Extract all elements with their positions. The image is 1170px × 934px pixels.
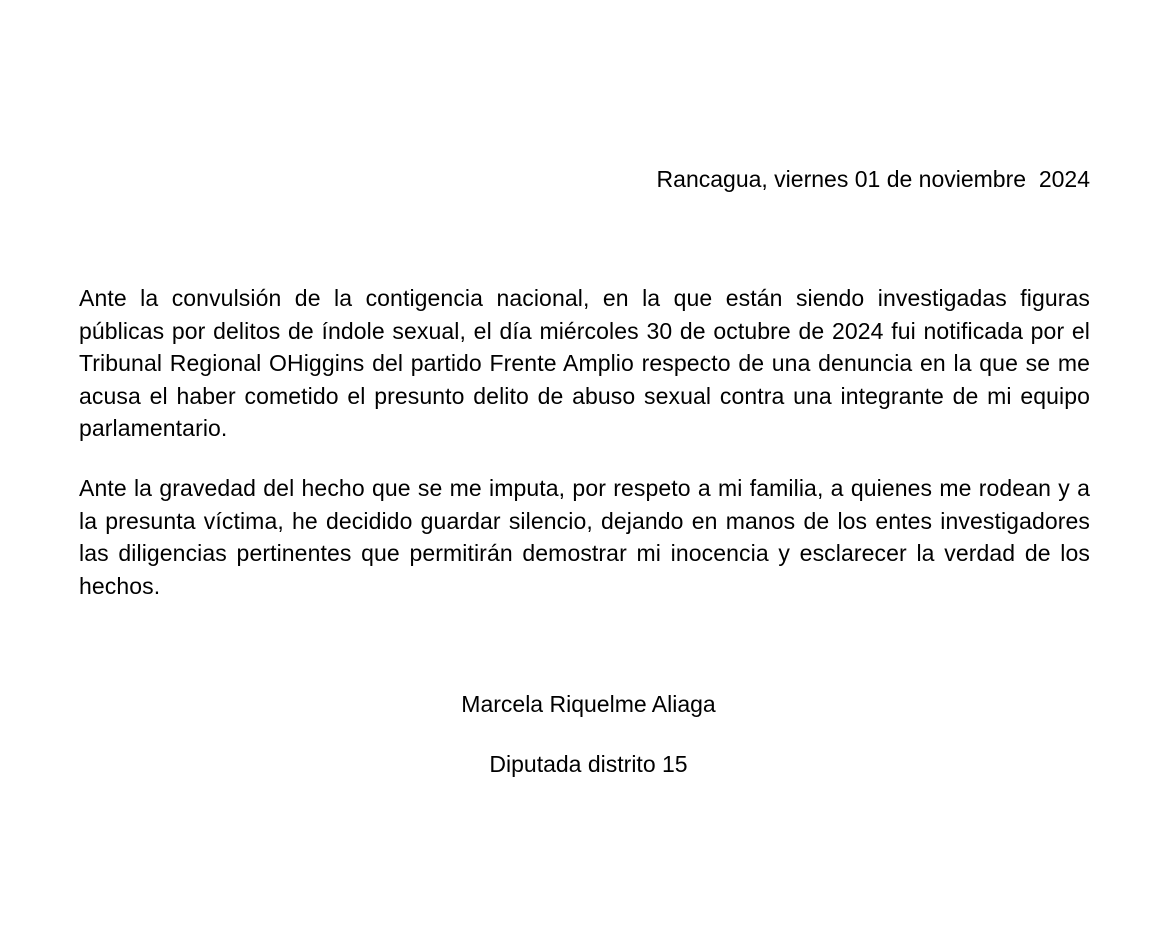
- date-line: Rancagua, viernes 01 de noviembre 2024: [656, 166, 1090, 192]
- paragraph-statement: Ante la gravedad del hecho que se me imputa, por respeto a mi familia, a quienes me rodean y a la presunta víctima, he decidido guardar silencio, dejando en manos de los entes investigadores las diligencias pertinentes que permitirán demostrar mi inocencia y esclarecer la verdad de los hechos.: [79, 475, 1090, 599]
- signature-title: Diputada distrito 15: [489, 751, 688, 777]
- paragraph-notification: Ante la convulsión de la contigencia nacional, en la que están siendo investigadas figuras públicas por delitos de índole sexual, el día miércoles 30 de octubre de 2024 fui notificada por el Tribunal Regional OHiggins del partido Frente Amplio respecto de una denuncia en la que se me acusa el haber cometido el presunto delito de abuso sexual contra una integrante de mi equipo parlamentario.: [79, 285, 1090, 442]
- signature-name: Marcela Riquelme Aliaga: [461, 691, 716, 717]
